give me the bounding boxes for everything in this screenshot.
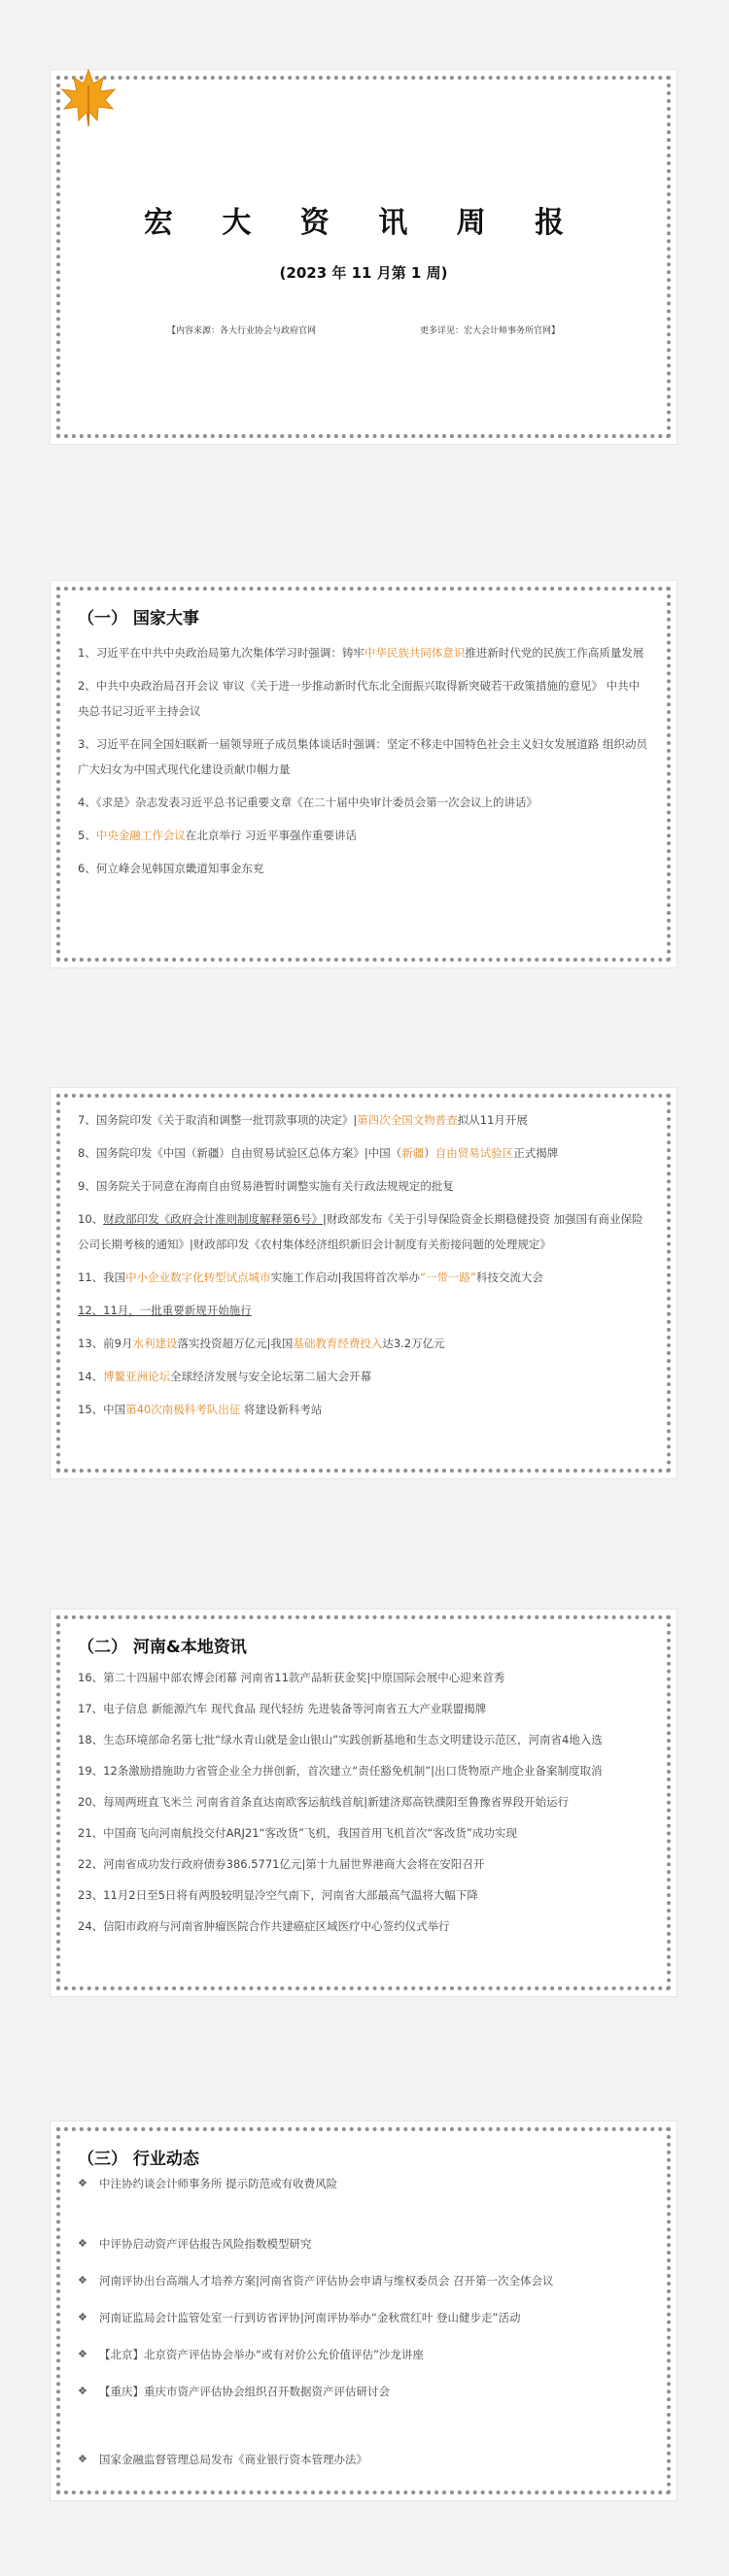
industry-text: 【北京】北京资产评估协会举办“或有对价公允价值评估”沙龙讲座 <box>99 2348 424 2361</box>
section2-title: （二） 河南&本地资讯 <box>78 1638 247 1657</box>
industry-text: 中注协约谈会计师事务所 提示防范或有收费风险 <box>99 2177 338 2190</box>
section1b-list <box>51 1088 677 1422</box>
industry-text: 中评协启动资产评估报告风险指数模型研究 <box>99 2237 312 2251</box>
news-text: 10、 <box>78 1212 104 1226</box>
section1-title: （一） 国家大事 <box>78 609 199 628</box>
diamond-bullet-icon: ❖ <box>78 2311 87 2323</box>
news-text: ） <box>424 1146 435 1160</box>
news-item: 24、信阳市政府与河南省肿瘤医院合作共建癌症区域医疗中心签约仪式举行 <box>78 1919 450 1933</box>
highlight-text: “一带一路” <box>420 1271 476 1284</box>
news-text: 1、习近平在中共中央政治局第九次集体学习时强调：铸牢 <box>78 646 364 660</box>
news-item <box>51 1140 677 1166</box>
diamond-bullet-icon: ❖ <box>78 2177 87 2189</box>
news-item: 23、11月2日至5日将有两股较明显冷空气南下，河南省大部最高气温将大幅下降 <box>78 1888 478 1902</box>
news-item <box>51 1331 677 1356</box>
section1b-panel <box>51 1088 677 1478</box>
highlight-text: 第四次全国文物普查 <box>357 1113 458 1127</box>
news-text[interactable]: 财政部印发《政府会计准则制度解释第6号》 <box>103 1212 323 1226</box>
news-text: 推进新时代党的民族工作高质量发展 <box>465 646 644 660</box>
news-item: 22、河南省成功发行政府债券386.5771亿元|第十九届世界港商大会将在安阳召开 <box>78 1857 485 1871</box>
highlight-text: 中央金融工作会议 <box>95 829 186 842</box>
news-item <box>51 1206 677 1257</box>
industry-item <box>51 2235 677 2253</box>
news-text: 8、国务院印发《中国（新疆）自由贸易试验区总体方案》|中国（ <box>78 1146 402 1160</box>
news-item <box>51 1265 677 1290</box>
page-subtitle: (2023 年 11 月第 1 周) <box>279 264 448 282</box>
highlight-text: 第40次南极科考队出征 <box>125 1403 241 1416</box>
news-text: 3、习近平在同全国妇联新一届领导班子成员集体谈话时强调：坚定不移走中国特色社会主义妇女发展道路 组织动员广大妇女为中国式现代化建设贡献巾帼力量 <box>78 737 647 776</box>
section1-list <box>51 640 677 881</box>
industry-text: 河南评协出台高端人才培养方案|河南省资产评估协会申请与维权委员会 召开第一次全体会议 <box>99 2274 554 2288</box>
news-item: 16、第二十四届中部农博会闭幕 河南省11款产品斩获金奖|中原国际会展中心迎来首秀 <box>78 1671 505 1684</box>
news-text[interactable]: 12、11月，一批重要新规开始施行 <box>78 1304 252 1317</box>
news-text: 正式揭牌 <box>513 1146 559 1160</box>
news-item: 21、中国商飞向河南航投交付ARJ21“客改货”飞机，我国首用飞机首次“客改货”成功实现 <box>78 1826 517 1840</box>
industry-text: 【重庆】重庆市资产评估协会组织召开数据资产评估研讨会 <box>99 2385 390 2398</box>
section2-list <box>51 1665 677 1939</box>
news-text: 13、前9月 <box>78 1337 133 1350</box>
news-text: 落实投资超万亿元|我国 <box>177 1337 294 1350</box>
industry-item <box>51 2451 677 2468</box>
news-item <box>51 1397 677 1422</box>
source-left: 【内容来源：各大行业协会与政府官网 <box>167 326 317 336</box>
industry-item <box>51 2383 677 2400</box>
news-item <box>51 673 677 724</box>
section2-panel <box>51 1610 677 1996</box>
industry-item <box>51 2175 677 2192</box>
news-text: 全球经济发展与安全论坛第二届大会开幕 <box>170 1370 372 1383</box>
source-row <box>51 323 677 336</box>
industry-item <box>51 2309 677 2326</box>
news-item <box>51 1298 677 1323</box>
news-item <box>51 640 677 665</box>
news-text: 14、 <box>78 1370 104 1383</box>
diamond-bullet-icon: ❖ <box>78 2385 87 2397</box>
industry-text: 河南证监局会计监管处室一行到访省评协|河南评协举办“金秋赏红叶 登山健步走”活动 <box>99 2311 521 2324</box>
news-text: 在北京举行 习近平事强作重要讲话 <box>185 829 357 842</box>
news-item: 20、每周两班直飞米兰 河南省首条直达南欧客运航线首航|新建济郑高铁濮阳至鲁豫省界段开始运行 <box>78 1795 570 1809</box>
news-text: 4、《求是》杂志发表习近平总书记重要文章《在二十届中央审计委员会第一次会议上的讲话》 <box>78 796 538 809</box>
diamond-bullet-icon: ❖ <box>78 2348 87 2360</box>
news-text: 2、中共中央政治局召开会议 审议《关于进一步推动新时代东北全面振兴取得新突破若干政策措施的意见》 中共中央总书记习近平主持会议 <box>78 679 641 718</box>
news-text: 9、国务院关于同意在海南自由贸易港暂时调整实施有关行政法规规定的批复 <box>78 1179 454 1193</box>
news-text: 15、中国 <box>78 1403 126 1416</box>
news-item <box>51 790 677 815</box>
diamond-bullet-icon: ❖ <box>78 2453 87 2465</box>
news-item <box>51 731 677 782</box>
news-item <box>51 823 677 848</box>
news-item: 18、生态环境部命名第七批“绿水青山就是金山银山”实践创新基地和生态文明建设示范区，河南省4地入选 <box>78 1733 603 1746</box>
news-item <box>51 1173 677 1199</box>
section3-panel <box>51 2121 677 2500</box>
news-text: 实施工作启动|我国将首次举办 <box>270 1271 421 1284</box>
page-title: 宏 大 资 讯 周 报 <box>143 206 584 240</box>
header-panel <box>51 70 677 444</box>
news-item: 19、12条激励措施助力省管企业全力拼创新，首次建立“责任豁免机制”|出口货物原产地企业备案制度取消 <box>78 1764 603 1778</box>
diamond-bullet-icon: ❖ <box>78 2237 87 2250</box>
news-item: 17、电子信息 新能源汽车 现代食品 现代轻纺 先进装备等河南省五大产业联盟揭牌 <box>78 1702 487 1715</box>
highlight-text: 基础教育经费投入 <box>293 1337 383 1350</box>
industry-item <box>51 2272 677 2289</box>
news-text: 11、我国 <box>78 1271 126 1284</box>
highlight-text: 新疆 <box>401 1146 425 1160</box>
news-text: 6、何立峰会见韩国京畿道知事金东兖 <box>78 862 264 875</box>
news-text: |财政部发布《关于引导保险资金长期稳健投资 加强国有商业保险公司长期考核的通知》|财政部印发《农村集体经济组织新旧会计制度有关衔接问题的处理规定》 <box>78 1212 643 1251</box>
section1-panel <box>51 581 677 967</box>
section3-list <box>51 2175 677 2468</box>
highlight-text: 自由贸易试验区 <box>434 1146 514 1160</box>
diamond-bullet-icon: ❖ <box>78 2274 87 2287</box>
news-text: 7、国务院印发《关于取消和调整一批罚款事项的决定》| <box>78 1113 358 1127</box>
news-item <box>51 1364 677 1389</box>
news-text: 5、 <box>78 829 96 842</box>
news-item <box>51 856 677 881</box>
news-text: 达3.2万亿元 <box>382 1337 445 1350</box>
industry-item <box>51 2346 677 2363</box>
section3-title: （三） 行业动态 <box>78 2150 199 2169</box>
highlight-text: 中华民族共同体意识 <box>364 646 466 660</box>
news-item <box>51 1107 677 1133</box>
highlight-text: 水利建设 <box>132 1337 178 1350</box>
source-right: 更多详见：宏大会计师事务所官网】 <box>419 326 560 336</box>
news-text: 科技交流大会 <box>475 1271 543 1284</box>
industry-text: 国家金融监督管理总局发布《商业银行资本管理办法》 <box>99 2453 367 2466</box>
highlight-text: 中小企业数字化转型试点城市 <box>125 1271 271 1284</box>
maple-leaf-icon <box>56 66 121 130</box>
highlight-text: 博鳌亚洲论坛 <box>103 1370 171 1383</box>
news-text: 将建设新科考站 <box>240 1403 323 1416</box>
news-text: 拟从11月开展 <box>457 1113 528 1127</box>
